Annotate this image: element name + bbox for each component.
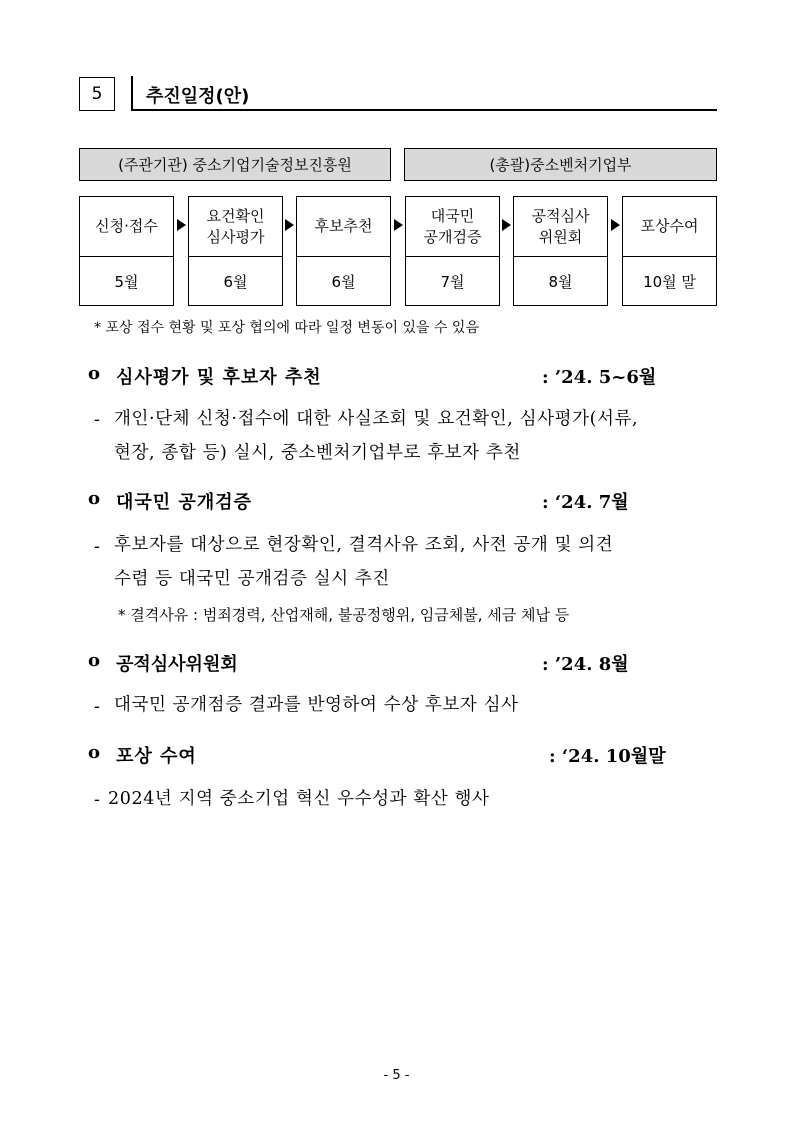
item-dash: -	[94, 410, 100, 430]
item-bullet: o	[88, 742, 101, 763]
step-date: 6월	[331, 272, 356, 291]
step-box-committee	[513, 196, 608, 306]
arrow-right-icon	[285, 219, 294, 231]
section-title: 추진일정(안)	[146, 86, 250, 107]
step-label: 요건확인 심사평가	[189, 197, 282, 257]
item-dash: -	[94, 697, 100, 717]
step-date: 7월	[440, 272, 465, 291]
org-box-general: (총괄)중소벤처기업부	[404, 148, 717, 181]
step-label: 신청·접수	[80, 197, 173, 257]
item-title: 심사평가 및 후보자 추천	[116, 367, 322, 388]
step-box-recommend	[296, 196, 391, 306]
item-body: 대국민 공개점증 결과를 반영하여 수상 후보자 심사	[114, 695, 519, 715]
item-body: 2024년 지역 중소기업 혁신 우수성과 확산 행사	[108, 789, 490, 809]
item-dash: -	[94, 790, 100, 810]
step-date: 6월	[223, 272, 248, 291]
item-bullet: o	[88, 650, 101, 671]
org-box-lead: (주관기관) 중소기업기술정보진흥원	[79, 148, 391, 181]
step-box-award	[622, 196, 717, 306]
section-underline	[131, 109, 717, 111]
page-number: - 5 -	[383, 1068, 410, 1083]
arrow-right-icon	[611, 219, 620, 231]
section-divider	[131, 76, 133, 110]
item-title: 공적심사위원회	[116, 654, 238, 675]
arrow-right-icon	[394, 219, 403, 231]
step-label: 대국민 공개검증	[406, 197, 499, 257]
step-label: 후보추천	[297, 197, 390, 257]
item-dash: -	[94, 537, 100, 557]
item-date: : ‘24. 10월말	[549, 746, 666, 767]
section-number: 5	[79, 77, 115, 111]
step-box-public-verification	[405, 196, 500, 306]
step-date: 8월	[548, 272, 573, 291]
item-body: 개인·단체 신청·접수에 대한 사실조회 및 요건확인, 심사평가(서류, 현장, 종합 등) 실시, 중소벤처기업부로 후보자 추천	[114, 409, 639, 463]
item-title: 포상 수여	[116, 746, 197, 767]
step-date: 5월	[114, 272, 139, 291]
schedule-note: * 포상 접수 현황 및 포상 협의에 따라 일정 변동이 있을 수 있음	[94, 320, 479, 336]
item-body: 후보자를 대상으로 현장확인, 결격사유 조회, 사전 공개 및 의견 수렴 등 대국민 공개검증 실시 추진	[114, 535, 614, 589]
item-date: : ’24. 8월	[542, 654, 629, 675]
step-label: 공적심사 위원회	[514, 197, 607, 257]
item-bullet: o	[88, 363, 101, 384]
item-date: : ’24. 5~6월	[542, 367, 657, 388]
item-title: 대국민 공개검증	[116, 492, 252, 513]
step-box-review	[188, 196, 283, 306]
arrow-right-icon	[502, 219, 511, 231]
item-bullet: o	[88, 488, 101, 509]
step-label: 포상수여	[623, 197, 716, 257]
arrow-right-icon	[177, 219, 186, 231]
step-date: 10월 말	[643, 272, 696, 291]
item-note: * 결격사유 : 범죄경력, 산업재해, 불공정행위, 임금체불, 세금 체납 등	[118, 606, 570, 624]
item-date: : ‘24. 7월	[542, 492, 629, 513]
step-box-application	[79, 196, 174, 306]
